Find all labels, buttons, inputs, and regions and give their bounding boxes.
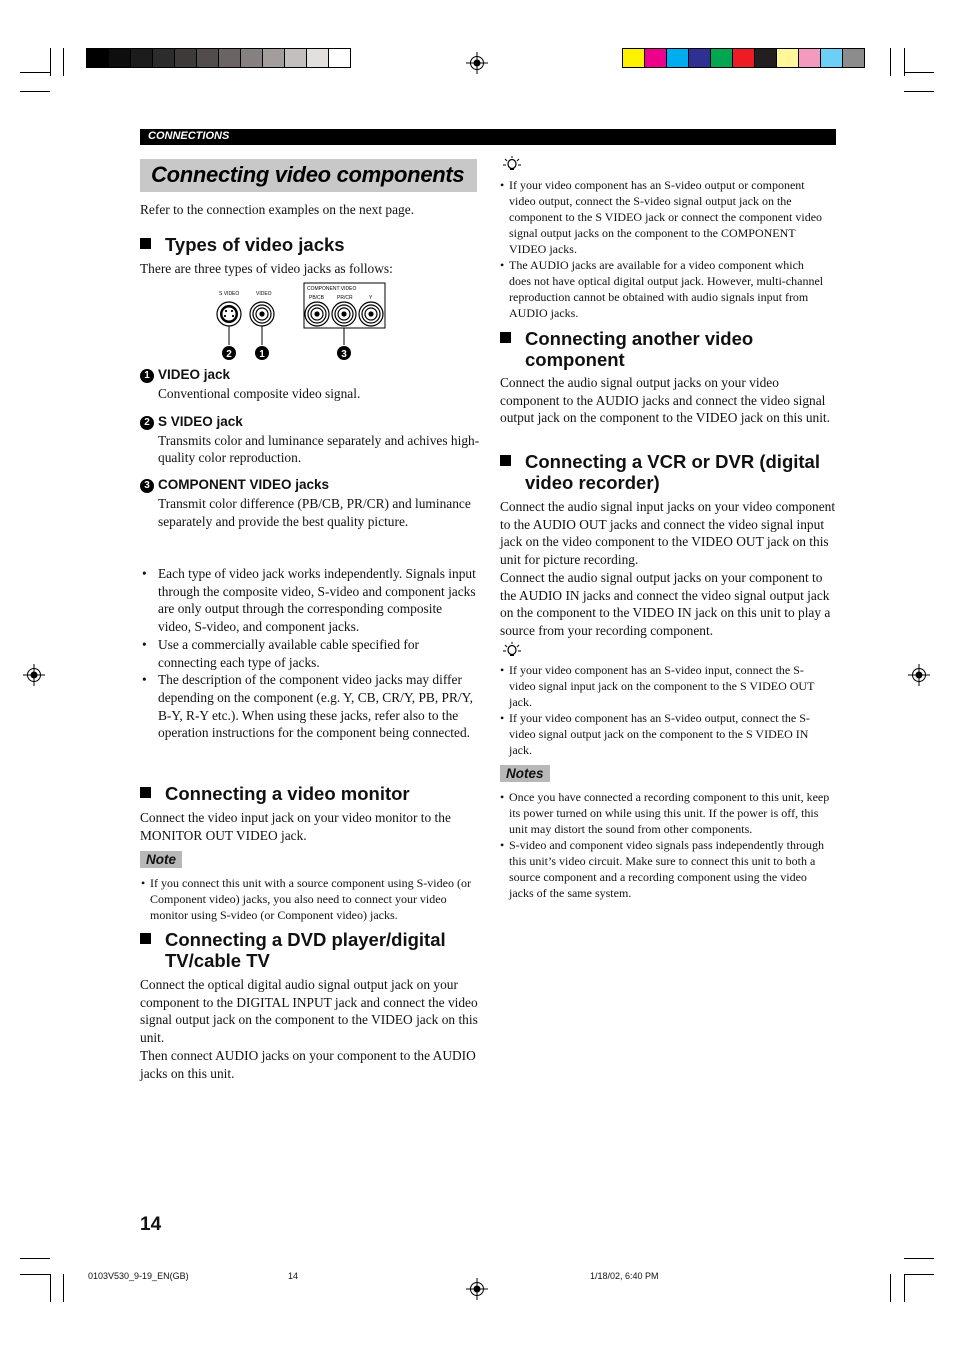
- jack-label: VIDEO jack: [158, 367, 231, 382]
- crop-mark: [20, 1274, 50, 1275]
- color-swatch: [240, 48, 263, 68]
- color-swatch: [666, 48, 689, 68]
- vcr-notes: [500, 789, 834, 901]
- crop-mark: [50, 1274, 51, 1302]
- another-text: Connect the audio signal output jacks on your video component to the AUDIO jacks and connect the video signal output jack on the component to the VIDEO jack on this unit.: [500, 375, 830, 426]
- color-swatch: [306, 48, 329, 68]
- color-swatch: [710, 48, 733, 68]
- color-swatch: [688, 48, 711, 68]
- dvd-text: Connect the optical digital audio signal output jack on your component to the DIGITAL INPUT jack and connect the video signal output jack on the component to the VIDEO jack on this unit. Then connect AUDIO jacks on your component to the AUDIO jacks on this unit.: [140, 977, 478, 1081]
- color-swatch: [86, 48, 109, 68]
- list-item: • If your video component has an S-video output or component video output, connect the S-video signal output jack on the component to the S VIDEO jack or connect the component video signal output jacks on the component to the COMPONENT VIDEO jacks.: [500, 177, 828, 257]
- color-swatch: [284, 48, 307, 68]
- color-swatch: [130, 48, 153, 68]
- color-swatch: [776, 48, 799, 68]
- crop-mark: [63, 48, 64, 76]
- crop-mark: [904, 91, 934, 92]
- video-diagram-label: VIDEO: [256, 291, 272, 297]
- monitor-notes: [141, 875, 479, 923]
- section-header-bar: [140, 129, 836, 145]
- crop-mark: [50, 48, 51, 76]
- footer-filename: 0103V530_9-19_EN(GB): [88, 1271, 189, 1281]
- color-swatch: [108, 48, 131, 68]
- list-item: • The AUDIO jacks are available for a video component which does not have optical digital output jack. However, multi-channel reproduction cannot be obtained with audio signals input from AUDIO jacks.: [500, 257, 828, 321]
- monitor-text: Connect the video input jack on your video monitor to the MONITOR OUT VIDEO jack.: [140, 810, 451, 843]
- color-swatch: [820, 48, 843, 68]
- crop-mark: [890, 48, 891, 76]
- list-item: • Each type of video jack works independently. Signals input through the composite video, S-video and component jacks are only output through the corresponding composite video, S-video, and component jacks.: [140, 565, 478, 636]
- pr-diagram-label: PR/CR: [337, 295, 353, 301]
- y-diagram-label: Y: [369, 295, 373, 301]
- diagram-number-2: 2: [226, 349, 232, 360]
- color-swatch: [842, 48, 865, 68]
- notes-label: Notes: [500, 765, 550, 782]
- jack-number: 3: [140, 479, 154, 493]
- crop-mark: [20, 72, 50, 73]
- crop-mark: [904, 48, 905, 76]
- crop-mark: [20, 91, 50, 92]
- video-jacks-diagram: [210, 280, 390, 362]
- crop-mark: [904, 1258, 934, 1259]
- dvd-heading: Connecting a DVD player/digital TV/cable TV: [140, 930, 446, 971]
- jack-description: Transmits color and luminance separately and achives high-quality color reproduction.: [158, 432, 480, 466]
- list-item: • Use a commercially available cable specified for connecting each type of jacks.: [140, 636, 478, 671]
- color-swatch: [622, 48, 645, 68]
- registration-mark-icon: [23, 664, 45, 686]
- tips-list: [500, 177, 828, 321]
- tip-lightbulb-icon: [500, 155, 524, 171]
- page-title-box: [140, 159, 477, 192]
- list-item: • S-video and component video signals pass independently through this unit’s video circuit. Make sure to connect this unit to both a source component and a recording component using the video jacks of the same system.: [500, 837, 834, 901]
- color-swatch: [328, 48, 351, 68]
- jack-description: Transmit color difference (PB/CB, PR/CR) and luminance separately and provide the best quality picture.: [158, 496, 471, 529]
- list-item: • Once you have connected a recording component to this unit, keep its power turned on while using this unit. If the power is off, this unit may distort the sound from other components.: [500, 789, 834, 837]
- color-swatch: [644, 48, 667, 68]
- jack-label: S VIDEO jack: [158, 413, 243, 429]
- types-intro: There are three types of video jacks as follows:: [140, 261, 393, 276]
- crop-mark: [904, 72, 934, 73]
- section-label: CONNECTIONS: [148, 130, 230, 142]
- registration-mark-icon: [908, 664, 930, 686]
- note-label: Note: [140, 851, 182, 868]
- color-swatch: [174, 48, 197, 68]
- page-title: Connecting video components: [151, 162, 465, 187]
- list-item: • The description of the component video jacks may differ depending on the component (e.g. Y, CB, CR/Y, PB, PR/Y, B-Y, R-Y etc.). When using these jacks, refer also to the operation instructions for the component being connected.: [140, 671, 478, 742]
- rca-jack: [250, 302, 274, 326]
- color-swatch: [262, 48, 285, 68]
- vcr-text: Connect the audio signal input jacks on your video component to the AUDIO OUT jacks and connect the video signal input jack on the video component to the VIDEO OUT jack on this unit for picture recording. Connect the audio signal output jacks on your component to the AUDIO IN jacks and connect the video signal output jack on the component to the VIDEO IN jack on this unit to play a source from your recording component.: [500, 499, 836, 638]
- footer-page: 14: [288, 1271, 299, 1281]
- list-item: • If your video component has an S-video output, connect the S-video signal output jack on the component to the S VIDEO IN jack.: [500, 710, 830, 758]
- list-item: • If you connect this unit with a source component using S-video (or Component video) jacks, you also need to connect your video monitor using S-video (or Component video) jacks.: [141, 875, 479, 923]
- color-swatch: [196, 48, 219, 68]
- crop-mark: [63, 1274, 64, 1302]
- vcr-heading: Connecting a VCR or DVR (digital video recorder): [500, 452, 820, 493]
- svideo-diagram-label: S VIDEO: [219, 291, 240, 297]
- color-swatch: [798, 48, 821, 68]
- jack-item: [140, 476, 480, 530]
- jack-list: [140, 366, 480, 531]
- jack-item: [140, 366, 480, 403]
- diagram-number-1: 1: [259, 349, 265, 360]
- component-diagram-label: COMPONENT VIDEO: [307, 286, 357, 292]
- crop-mark: [890, 1274, 891, 1302]
- types-bullets: [140, 565, 478, 742]
- crop-mark: [904, 1274, 934, 1275]
- crop-mark: [20, 1258, 50, 1259]
- diagram-number-3: 3: [341, 349, 347, 360]
- color-swatch: [754, 48, 777, 68]
- types-heading: Types of video jacks: [140, 235, 345, 256]
- color-swatch: [218, 48, 241, 68]
- crop-mark: [904, 1274, 905, 1302]
- vcr-tips: [500, 662, 830, 758]
- registration-mark-icon: [466, 52, 488, 74]
- jack-label: COMPONENT VIDEO jacks: [158, 477, 330, 493]
- registration-mark-icon: [466, 1278, 488, 1300]
- color-swatch: [732, 48, 755, 68]
- footer-date: 1/18/02, 6:40 PM: [590, 1271, 659, 1281]
- jack-item: [140, 413, 480, 467]
- page-number: 14: [140, 1214, 162, 1235]
- jack-number: 1: [140, 369, 154, 383]
- tip-lightbulb-icon: [500, 641, 524, 657]
- intro-text: Refer to the connection examples on the next page.: [140, 202, 415, 217]
- monitor-heading: Connecting a video monitor: [140, 784, 410, 805]
- pb-diagram-label: PB/CB: [309, 295, 325, 301]
- color-swatch: [152, 48, 175, 68]
- jack-description: Conventional composite video signal.: [158, 386, 361, 401]
- list-item: • If your video component has an S-video input, connect the S-video signal input jack on the component to the S VIDEO OUT jack.: [500, 662, 830, 710]
- another-heading: Connecting another video component: [500, 329, 753, 370]
- jack-number: 2: [140, 416, 154, 430]
